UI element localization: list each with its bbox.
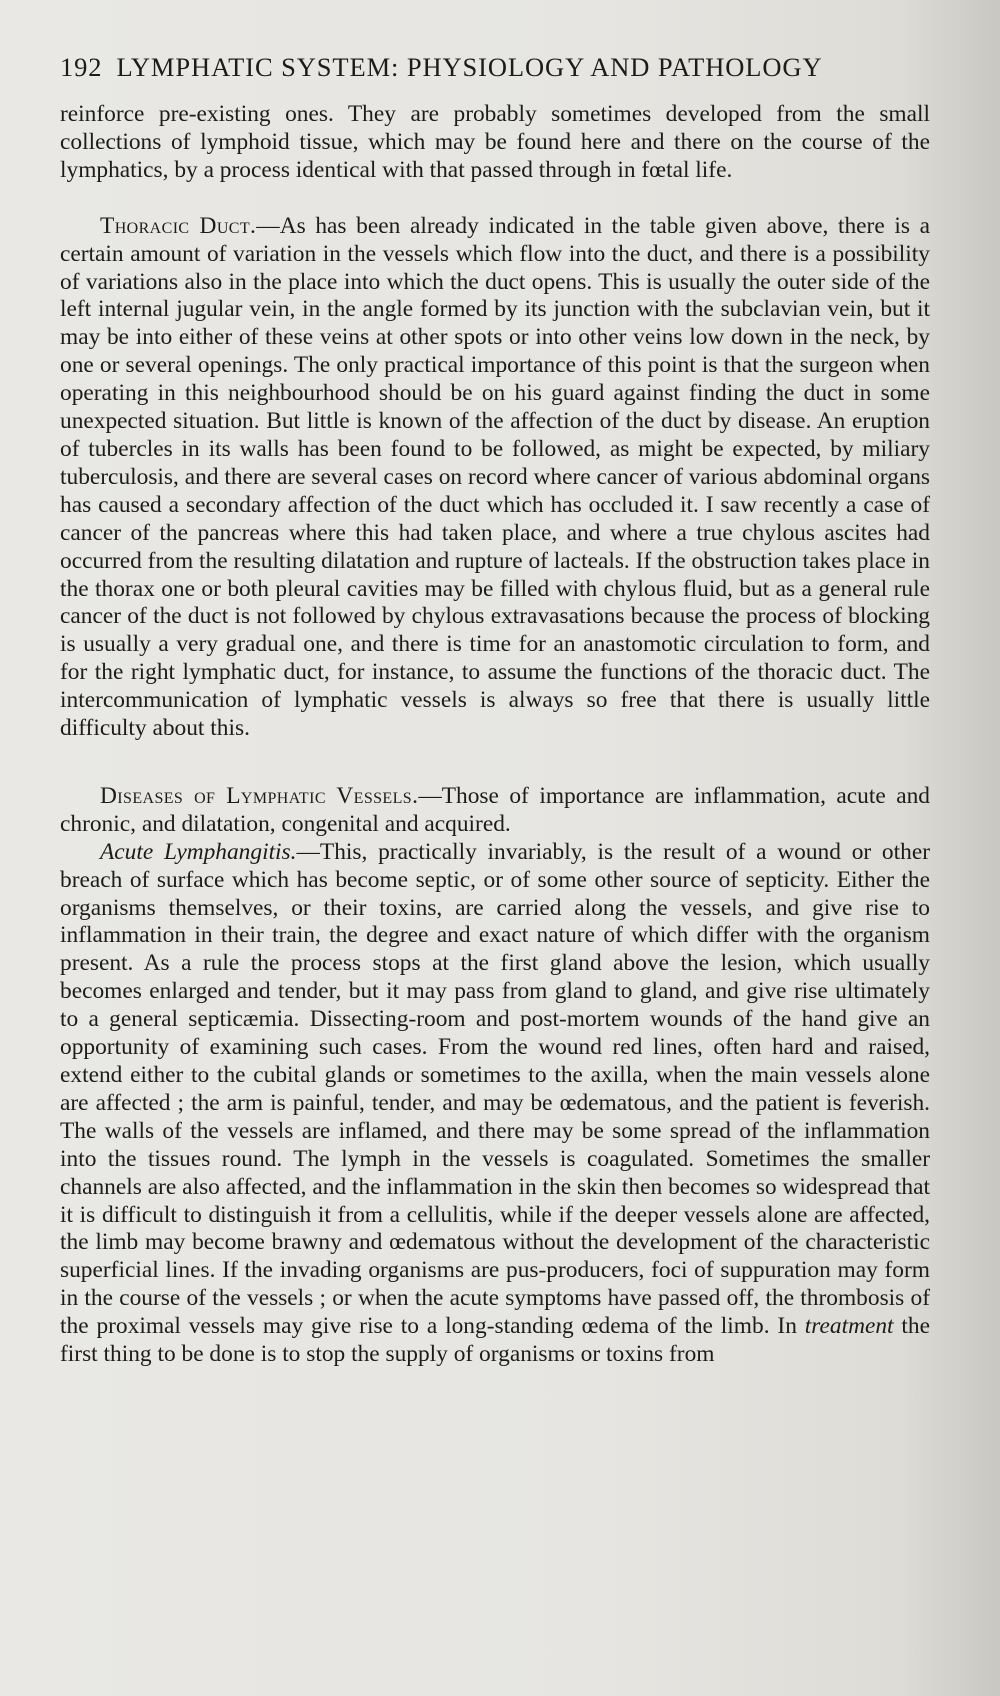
paragraph-diseases-lymphatic-vessels [60,783,930,839]
paragraph-text: —Those of importance are inflammation, acute and chronic, and dilatation, congenital and acquired. [60,782,930,837]
paragraph-acute-lymphangitis [60,839,930,1369]
section-heading-thoracic-duct: Thoracic Duct. [100,212,257,239]
paragraph-text: reinforce pre-existing ones. They are probably sometimes developed from the small collections of lymphoid tissue, which may be found here and there on the course of the lymphatics, by a process identical with that passed through in fœtal life. [60,101,930,183]
subheading-acute-lymphangitis: Acute Lymphangitis. [100,838,297,865]
paragraph-text: —As has been already indicated in the table given above, there is a certain amount of variation in the vessels which flow into the duct, and there is a possibility of variations also in the place into which the duct opens. This is usually the outer side of the left internal jugular vein, in the angle formed by its junction with the subclavian vein, but it may be into either of these veins at other spots or into other veins low down in the neck, by one or several openings. The only practical importance of this point is that the surgeon when operating in this neighbourhood should be on his guard against finding the duct in some unexpected situation. But little is known of the affection of the duct by disease. An eruption of tubercles in its walls has been found to be followed, as might be expected, by miliary tuberculosis, and there are several cases on record where cancer of various abdominal organs has caused a secondary affection of the duct which has occluded it. I saw recently a case of cancer of the pancreas where this had taken place, and where a true chylous ascites had occurred from the resulting dilatation and rupture of lacteals. If the obstruction takes place in the thorax one or both pleural cavities may be filled with chylous fluid, but as a general rule cancer of the duct is not followed by chylous extravasations because the process of blocking is usually a very gradual one, and there is time for an anastomotic circulation to form, and for the right lymphatic duct, for instance, to assume the functions of the thoracic duct. The intercommunication of lymphatic vessels is always so free that there is usually little difficulty about this. [60,212,930,742]
paragraph-continuation [60,101,930,185]
section-heading-diseases: Diseases of Lymphatic Vessels. [100,782,419,809]
running-header [60,52,930,83]
running-title: LYMPHATIC SYSTEM: PHYSIOLOGY AND PATHOLOGY [116,52,823,82]
paragraph-text: —This, practically invariably, is the result of a wound or other breach of surface which has become septic, or of some other source of septicity. Either the organisms themselves, or their toxins, are carried along the vessels, and give rise to inflammation in their train, the degree and exact nature of which differ with the organism present. As a rule the process stops at the first gland above the lesion, which usually becomes enlarged and tender, but it may pass from gland to gland, and give rise ultimately to a general septicæmia. Dissecting-room and post-mortem wounds of the hand give an opportunity of examining such cases. From the wound red lines, often hard and raised, extend either to the cubital glands or sometimes to the axilla, when the main vessels alone are affected ; the arm is painful, tender, and may be œdematous, and the patient is feverish. The walls of the vessels are inflamed, and there may be some spread of the inflammation into the tissues round. The lymph in the vessels is coagulated. Sometimes the smaller channels are also affected, and the inflammation in the skin then becomes so widespread that it is difficult to distinguish it from a cellulitis, while if the deeper vessels alone are affected, the limb may become brawny and œdematous without the development of the characteristic superficial lines. If the invading organisms are pus-producers, foci of suppuration may form in the course of the vessels ; or when the acute symptoms have passed off, the thrombosis of the proximal vessels may give rise to a long-standing œdema of the limb. In [60,838,930,1340]
paragraph-text-end: the first thing to be done is to stop the supply of organisms or toxins from [60,1313,930,1368]
paragraph-thoracic-duct [60,213,930,743]
italic-term-treatment: treatment [804,1313,894,1340]
body-text [60,101,930,1369]
page-number: 192 [60,52,103,82]
